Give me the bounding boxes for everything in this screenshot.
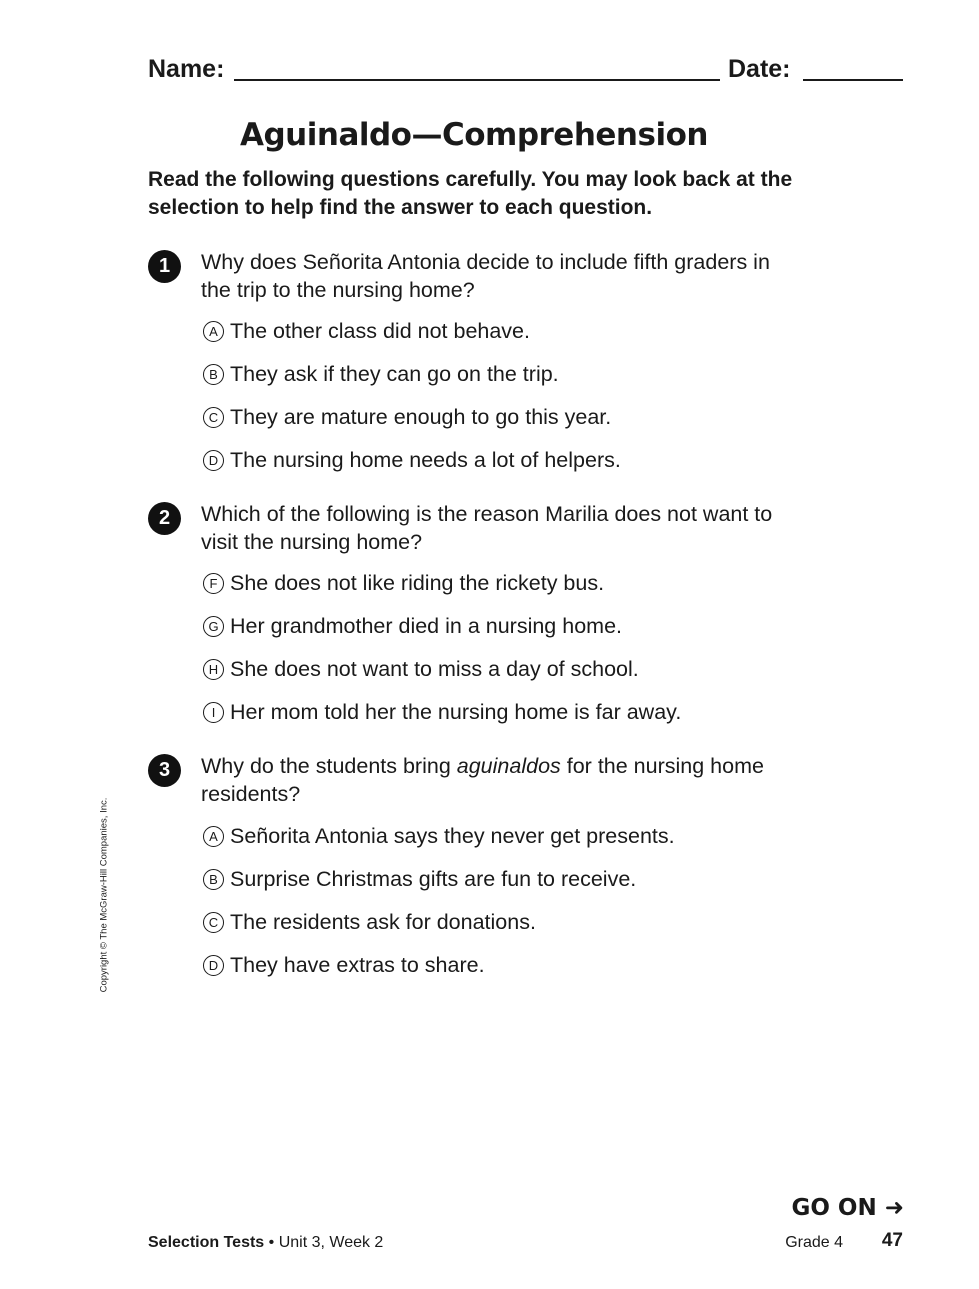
- answer-text: Surprise Christmas gifts are fun to receive.: [230, 867, 637, 891]
- answer-bubble[interactable]: F: [203, 573, 224, 594]
- name-label: Name:: [148, 55, 225, 83]
- answer-text: They have extras to share.: [230, 953, 485, 977]
- name-field-line[interactable]: [234, 79, 720, 81]
- answer-option[interactable]: [203, 815, 675, 858]
- footer-grade: Grade 4: [785, 1234, 843, 1251]
- answer-option[interactable]: [203, 691, 681, 734]
- answer-bubble[interactable]: B: [203, 869, 224, 890]
- question-number-badge: 2: [148, 502, 181, 535]
- date-field-line[interactable]: [803, 79, 903, 81]
- answer-options: [203, 562, 681, 734]
- answer-option[interactable]: [203, 396, 621, 439]
- answer-option[interactable]: [203, 439, 621, 482]
- answer-text: The nursing home needs a lot of helpers.: [230, 448, 621, 472]
- answer-text: She does not want to miss a day of school.: [230, 657, 639, 681]
- answer-bubble[interactable]: H: [203, 659, 224, 680]
- answer-text: The other class did not behave.: [230, 319, 530, 343]
- answer-option[interactable]: [203, 353, 621, 396]
- answer-bubble[interactable]: A: [203, 321, 224, 342]
- answer-text: Her mom told her the nursing home is far away.: [230, 700, 682, 724]
- footer-series: Selection Tests • Unit 3, Week 2: [148, 1234, 384, 1251]
- question-text: Which of the following is the reason Marilia does not want to visit the nursing home?: [201, 502, 773, 554]
- name-date-header: [148, 54, 903, 86]
- question-number-badge: 3: [148, 754, 181, 787]
- answer-text: Señorita Antonia says they never get presents.: [230, 824, 675, 848]
- answer-option[interactable]: [203, 944, 675, 987]
- answer-text: They are mature enough to go this year.: [230, 405, 612, 429]
- answer-bubble[interactable]: B: [203, 364, 224, 385]
- answer-bubble[interactable]: D: [203, 955, 224, 976]
- copyright-notice: Copyright © The McGraw-Hill Companies, Inc.: [98, 797, 110, 993]
- question-number-badge: 1: [148, 250, 181, 283]
- answer-option[interactable]: [203, 310, 621, 353]
- answer-options: [203, 815, 675, 987]
- answer-option[interactable]: [203, 605, 681, 648]
- answer-bubble[interactable]: C: [203, 912, 224, 933]
- page-title: Aguinaldo—Comprehension: [240, 117, 708, 153]
- answer-option[interactable]: [203, 858, 675, 901]
- answer-text: The residents ask for donations.: [230, 910, 536, 934]
- answer-bubble[interactable]: C: [203, 407, 224, 428]
- answer-text: She does not like riding the rickety bus.: [230, 571, 605, 595]
- answer-option[interactable]: [203, 648, 681, 691]
- answer-text: Her grandmother died in a nursing home.: [230, 614, 622, 638]
- answer-text: They ask if they can go on the trip.: [230, 362, 559, 386]
- answer-option[interactable]: [203, 562, 681, 605]
- date-label: Date:: [728, 55, 791, 83]
- answer-bubble[interactable]: D: [203, 450, 224, 471]
- page-number: 47: [881, 1230, 903, 1251]
- question-text: Why do the students bring aguinaldos for the nursing home residents?: [201, 754, 764, 806]
- answer-options: [203, 310, 621, 482]
- page-footer: [148, 1231, 903, 1255]
- answer-bubble[interactable]: I: [203, 702, 224, 723]
- answer-bubble[interactable]: A: [203, 826, 224, 847]
- question-text: Why does Señorita Antonia decide to include fifth graders in the trip to the nursing home?: [201, 250, 770, 302]
- instructions: Read the following questions carefully. You may look back at the selection to help find the answer to each question.: [148, 168, 793, 219]
- answer-bubble[interactable]: G: [203, 616, 224, 637]
- go-on-indicator: GO ON ➜: [791, 1195, 904, 1221]
- answer-option[interactable]: [203, 901, 675, 944]
